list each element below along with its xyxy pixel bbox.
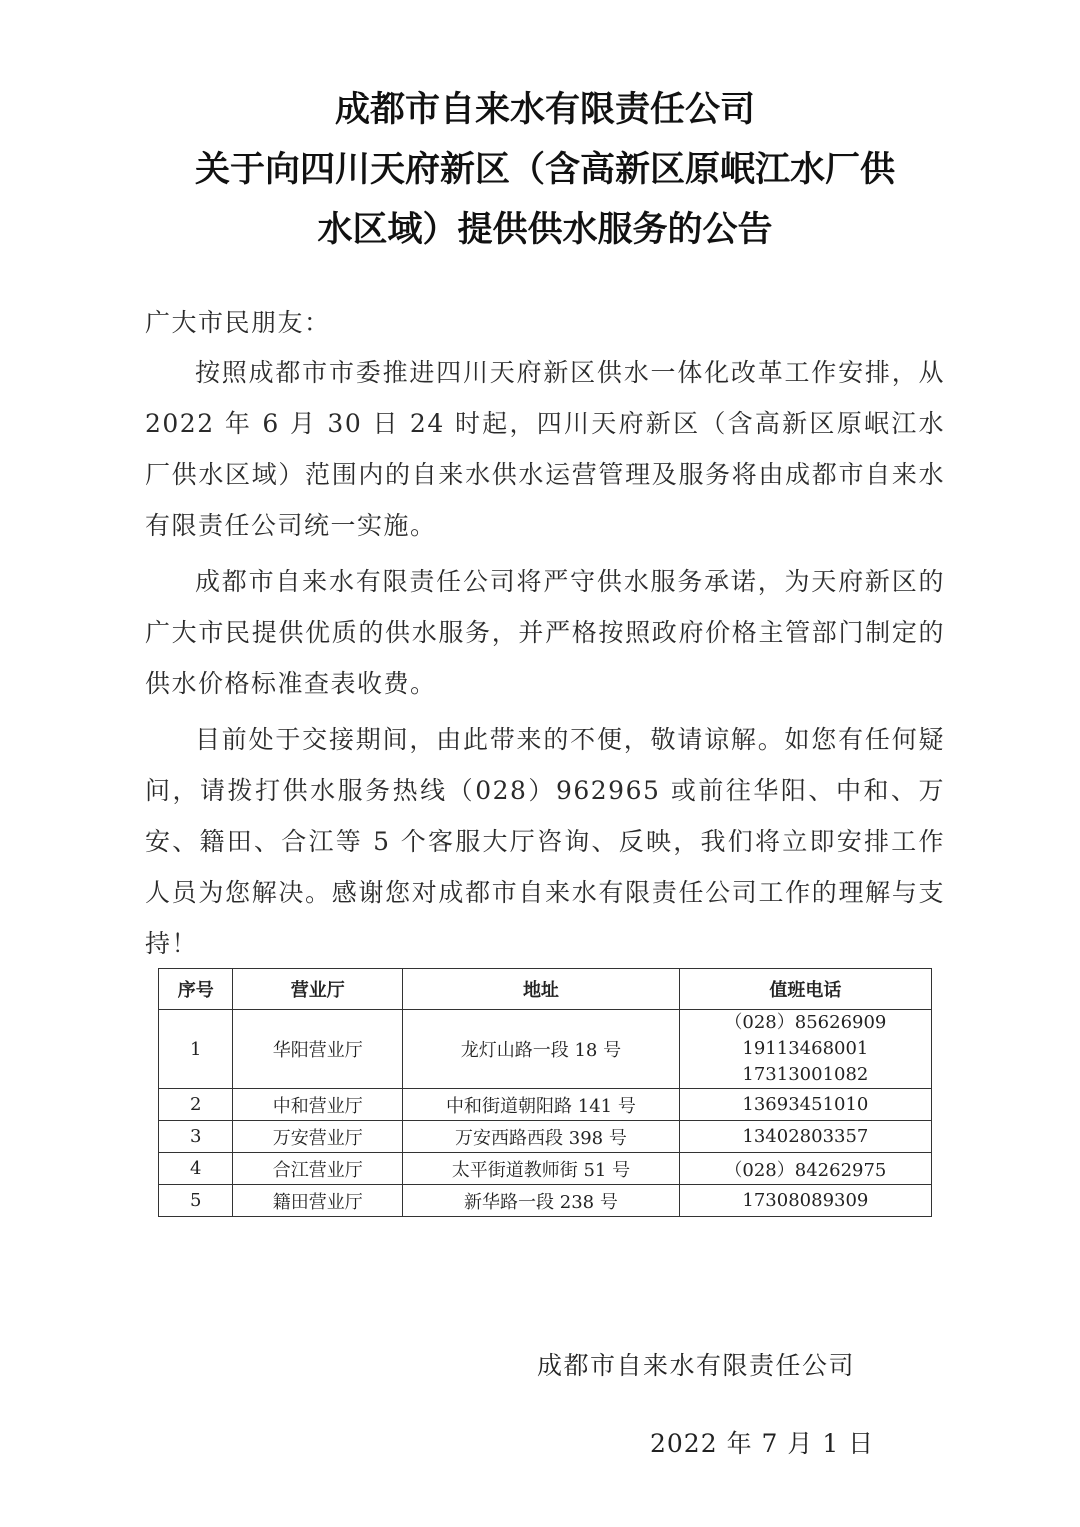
row-phone: 13402803357 [679,1121,931,1153]
title-line-2: 关于向四川天府新区（含高新区原岷江水厂供 [194,150,895,190]
title-line-3: 水区域）提供供水服务的公告 [317,210,773,250]
header-no: 序号 [159,969,233,1010]
row-no: 2 [159,1089,233,1121]
row-phone: （028）84262975 [679,1153,931,1185]
document-title [130,80,960,260]
table-row [159,1089,932,1121]
row-hall: 籍田营业厅 [233,1185,403,1217]
table-row [159,1121,932,1153]
row-phones [679,1010,931,1089]
salutation: 广大市民朋友： [145,308,331,337]
row-phone: 17313001082 [742,1064,869,1085]
table-row [159,1010,932,1089]
row-no: 4 [159,1153,233,1185]
row-phone: 17308089309 [679,1185,931,1217]
header-hall: 营业厅 [233,969,403,1010]
header-address: 地址 [403,969,680,1010]
service-hall-table [158,968,932,1217]
paragraph-1: 按照成都市市委推进四川天府新区供水一体化改革工作安排，从 2022 年 6 月 30 日 24 时起，四川天府新区（含高新区原岷江水厂供水区域）范围内的自来水供水运营管理及服务将由成都市自来水有限责任公司统一实施。 [145,358,945,540]
row-address: 中和街道朝阳路 141 号 [403,1089,680,1121]
signature-company: 成都市自来水有限责任公司 [537,1351,856,1380]
table-header-row [159,969,932,1010]
row-address: 万安西路西段 398 号 [403,1121,680,1153]
row-address: 龙灯山路一段 18 号 [403,1010,680,1089]
row-no: 3 [159,1121,233,1153]
row-hall: 中和营业厅 [233,1089,403,1121]
row-hall: 合江营业厅 [233,1153,403,1185]
paragraph-2: 成都市自来水有限责任公司将严守供水服务承诺，为天府新区的广大市民提供优质的供水服务，并严格按照政府价格主管部门制定的供水价格标准查表收费。 [145,567,945,698]
row-hall: 华阳营业厅 [233,1010,403,1089]
header-phone: 值班电话 [679,969,931,1010]
signature-date: 2022 年 7 月 1 日 [650,1429,875,1458]
row-phone: 13693451010 [679,1089,931,1121]
row-address: 新华路一段 238 号 [403,1185,680,1217]
row-address: 太平街道教师街 51 号 [403,1153,680,1185]
title-line-1: 成都市自来水有限责任公司 [334,90,755,130]
row-phone: 19113468001 [742,1038,869,1059]
table-row [159,1185,932,1217]
row-phone: （028）85626909 [724,1012,887,1033]
paragraph-3: 目前处于交接期间，由此带来的不便，敬请谅解。如您有任何疑问，请拨打供水服务热线（028）962965 或前往华阳、中和、万安、籍田、合江等 5 个客服大厅咨询、反映，我们将立即安排工作人员为您解决。感谢您对成都市自来水有限责任公司工作的理解与支持！ [145,725,945,958]
table-row [159,1153,932,1185]
row-no: 5 [159,1185,233,1217]
row-hall: 万安营业厅 [233,1121,403,1153]
row-no: 1 [159,1010,233,1089]
